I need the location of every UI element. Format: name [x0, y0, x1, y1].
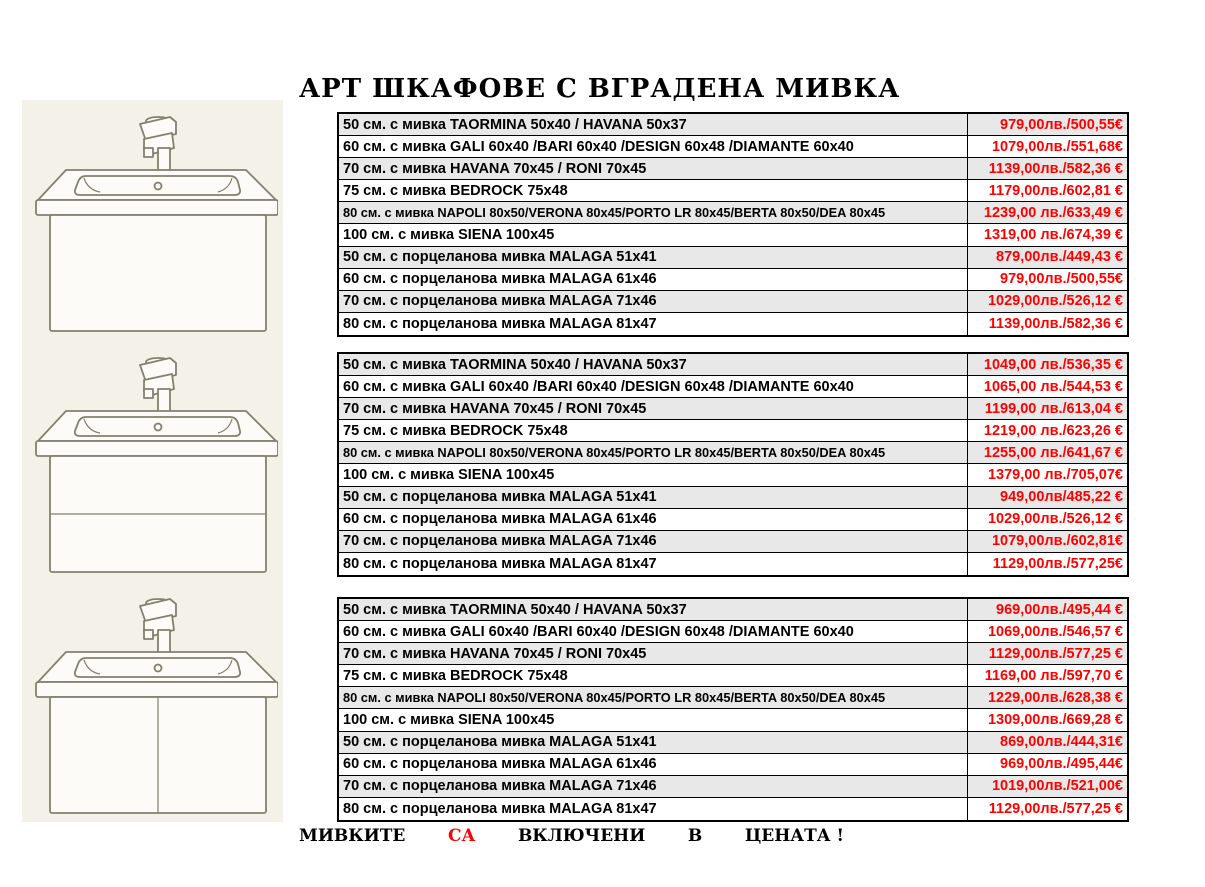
price-table-row [339, 487, 1127, 509]
product-price: 1065,00 лв./544,53 € [983, 378, 1123, 395]
price-table-row [339, 354, 1127, 376]
product-description: 80 см. с мивка NAPOLI 80x50/VERONA 80x45/PORTO LR 80x45/BERTA 80x50/DEA 80x45 [339, 442, 968, 463]
product-price: 1129,00лв./577,25 € [988, 800, 1123, 817]
price-table-single-front [337, 112, 1129, 337]
product-description: 50 см. с порцеланова мивка MALAGA 51x41 [339, 732, 968, 753]
price-table-row [339, 136, 1127, 158]
product-price: 979,00лв./500,55€ [1000, 116, 1123, 133]
vanity-cabinet-single-front-icon [28, 104, 278, 336]
price-table-row [339, 531, 1127, 553]
price-table-row [339, 291, 1127, 313]
product-price: 879,00лв./449,43 € [996, 249, 1123, 266]
product-price: 1309,00лв./669,28 € [987, 712, 1123, 729]
product-price: 1169,00 лв./597,70 € [984, 667, 1123, 684]
product-price: 1079,00лв./602,81€ [991, 533, 1123, 550]
footer-word-highlighted: СА [447, 826, 476, 846]
product-description: 60 см. с мивка GALI 60x40 /BARI 60x40 /DESIGN 60x48 /DIAMANTE 60x40 [339, 136, 968, 157]
price-table-row [339, 114, 1127, 136]
product-description: 70 см. с порцеланова мивка MALAGA 71x46 [339, 531, 968, 552]
page-title: АРТ ШКАФОВЕ С ВГРАДЕНА МИВКА [299, 74, 901, 104]
product-description: 80 см. с порцеланова мивка MALAGA 81x47 [339, 798, 968, 820]
footer-word: МИВКИТЕ [299, 826, 406, 846]
product-description: 75 см. с мивка BEDROCK 75x48 [339, 180, 968, 201]
price-table-row [339, 776, 1127, 798]
product-description: 50 см. с порцеланова мивка MALAGA 51x41 [339, 247, 968, 268]
price-table-row [339, 687, 1127, 709]
price-table-row [339, 442, 1127, 464]
product-price: 1029,00лв./526,12 € [987, 511, 1123, 528]
price-table-row [339, 247, 1127, 269]
product-description: 50 см. с порцеланова мивка MALAGA 51x41 [339, 487, 968, 508]
vanity-cabinet-two-drawers-icon [28, 345, 278, 577]
product-description: 60 см. с порцеланова мивка MALAGA 61x46 [339, 754, 968, 775]
product-description: 100 см. с мивка SIENA 100x45 [339, 464, 968, 485]
product-price: 1179,00лв./602,81 € [988, 182, 1123, 199]
price-table-row [339, 553, 1127, 575]
product-price: 1139,00лв./582,36 € [988, 160, 1123, 177]
price-table-row [339, 376, 1127, 398]
product-description: 50 см. с мивка TAORMINA 50x40 / HAVANA 50x37 [339, 354, 968, 375]
product-price: 1079,00лв./551,68€ [991, 138, 1123, 155]
footer-word: ЦЕНАТА ! [744, 826, 844, 846]
product-description: 60 см. с порцеланова мивка MALAGA 61x46 [339, 509, 968, 530]
product-price: 1379,00 лв./705,07€ [987, 467, 1123, 484]
product-price: 969,00лв./495,44 € [996, 601, 1123, 618]
product-description: 100 см. с мивка SIENA 100x45 [339, 709, 968, 730]
product-price: 1219,00 лв./623,26 € [983, 422, 1123, 439]
price-table-row [339, 464, 1127, 486]
price-table-row [339, 180, 1127, 202]
footer-word: В [687, 826, 703, 846]
vanity-cabinet-two-doors-icon [28, 586, 278, 818]
product-description: 50 см. с мивка TAORMINA 50x40 / HAVANA 50x37 [339, 114, 968, 135]
product-price: 969,00лв./495,44€ [1000, 756, 1123, 773]
price-table-row [339, 202, 1127, 224]
cabinet-illustrations-panel [22, 100, 283, 822]
footer-note [299, 826, 844, 846]
product-description: 70 см. с мивка HAVANA 70x45 / RONI 70x45 [339, 643, 968, 664]
price-table-row [339, 643, 1127, 665]
product-price: 1049,00 лв./536,35 € [983, 356, 1123, 373]
product-description: 60 см. с порцеланова мивка MALAGA 61x46 [339, 269, 968, 290]
product-description: 70 см. с порцеланова мивка MALAGA 71x46 [339, 291, 968, 312]
product-price: 1129,00лв./577,25 € [988, 645, 1123, 662]
price-table-row [339, 158, 1127, 180]
product-price: 1229,00лв./628,38 € [987, 689, 1123, 706]
product-description: 50 см. с мивка TAORMINA 50x40 / HAVANA 50x37 [339, 599, 968, 620]
price-table-row [339, 621, 1127, 643]
price-table-two-drawers [337, 352, 1129, 577]
price-table-row [339, 420, 1127, 442]
product-description: 70 см. с мивка HAVANA 70x45 / RONI 70x45 [339, 158, 968, 179]
product-description: 60 см. с мивка GALI 60x40 /BARI 60x40 /DESIGN 60x48 /DIAMANTE 60x40 [339, 376, 968, 397]
product-price: 869,00лв./444,31€ [1000, 734, 1123, 751]
price-table-row [339, 599, 1127, 621]
product-description: 75 см. с мивка BEDROCK 75x48 [339, 665, 968, 686]
product-price: 1139,00лв./582,36 € [988, 315, 1123, 332]
price-table-row [339, 269, 1127, 291]
product-price: 1019,00лв./521,00€ [991, 778, 1123, 795]
price-table-row [339, 398, 1127, 420]
product-price: 1255,00 лв./641,67 € [983, 444, 1123, 461]
product-description: 100 см. с мивка SIENA 100x45 [339, 224, 968, 245]
product-description: 75 см. с мивка BEDROCK 75x48 [339, 420, 968, 441]
product-price: 1319,00 лв./674,39 € [983, 227, 1123, 244]
product-description: 70 см. с порцеланова мивка MALAGA 71x46 [339, 776, 968, 797]
product-price: 979,00лв./500,55€ [1000, 271, 1123, 288]
price-table-row [339, 313, 1127, 335]
price-table-row [339, 224, 1127, 246]
product-price: 1239,00 лв./633,49 € [983, 204, 1123, 221]
price-table-two-doors [337, 597, 1129, 822]
price-table-row [339, 754, 1127, 776]
product-description: 80 см. с порцеланова мивка MALAGA 81x47 [339, 313, 968, 335]
price-table-row [339, 509, 1127, 531]
price-table-row [339, 665, 1127, 687]
price-table-row [339, 709, 1127, 731]
product-description: 70 см. с мивка HAVANA 70x45 / RONI 70x45 [339, 398, 968, 419]
price-table-row [339, 732, 1127, 754]
footer-word: ВКЛЮЧЕНИ [517, 826, 646, 846]
product-description: 80 см. с мивка NAPOLI 80x50/VERONA 80x45/PORTO LR 80x45/BERTA 80x50/DEA 80x45 [339, 687, 968, 708]
price-table-row [339, 798, 1127, 820]
product-price: 1069,00лв./546,57 € [987, 623, 1123, 640]
product-description: 80 см. с порцеланова мивка MALAGA 81x47 [339, 553, 968, 575]
product-description: 80 см. с мивка NAPOLI 80x50/VERONA 80x45/PORTO LR 80x45/BERTA 80x50/DEA 80x45 [339, 202, 968, 223]
product-price: 1199,00 лв./613,04 € [984, 400, 1123, 417]
product-price: 949,00лв/485,22 € [1000, 489, 1123, 506]
product-price: 1129,00лв./577,25€ [992, 555, 1123, 572]
product-description: 60 см. с мивка GALI 60x40 /BARI 60x40 /DESIGN 60x48 /DIAMANTE 60x40 [339, 621, 968, 642]
product-price: 1029,00лв./526,12 € [987, 293, 1123, 310]
